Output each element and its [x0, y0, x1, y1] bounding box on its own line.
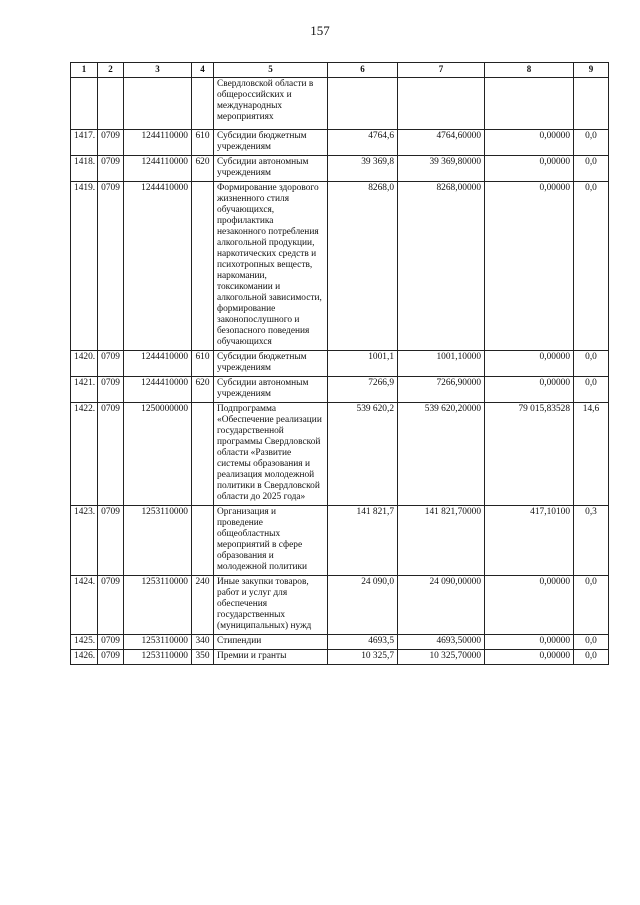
row-number: 1425.: [71, 635, 98, 650]
row-number: 1417.: [71, 130, 98, 156]
row-number: 1423.: [71, 506, 98, 576]
planned-amount: 4764,6: [328, 130, 398, 156]
page-number: 157: [310, 23, 330, 38]
executed-amount: 79 015,83528: [485, 403, 574, 506]
header-cell: 5: [214, 63, 328, 78]
refined-amount: 8268,00000: [398, 182, 485, 351]
row-number: 1424.: [71, 576, 98, 635]
section-code: 0709: [98, 506, 124, 576]
target-code: 1244410000: [124, 182, 192, 351]
header-cell: 4: [192, 63, 214, 78]
executed-amount: 0,00000: [485, 182, 574, 351]
planned-amount: 7266,9: [328, 377, 398, 403]
execution-percent: 0,0: [574, 182, 609, 351]
budget-table: [70, 62, 609, 665]
execution-percent: 0,3: [574, 506, 609, 576]
header-cell: 2: [98, 63, 124, 78]
item-name: Субсидии бюджетным учреждениям: [214, 130, 328, 156]
expense-type: 340: [192, 635, 214, 650]
planned-amount: 4693,5: [328, 635, 398, 650]
target-code: 1244110000: [124, 130, 192, 156]
header-cell: 8: [485, 63, 574, 78]
refined-amount: 7266,90000: [398, 377, 485, 403]
executed-amount: 417,10100: [485, 506, 574, 576]
item-name: Стипендии: [214, 635, 328, 650]
section-code: 0709: [98, 576, 124, 635]
executed-amount: 0,00000: [485, 576, 574, 635]
table-row: [71, 576, 609, 635]
planned-amount: 8268,0: [328, 182, 398, 351]
item-name: Субсидии автономным учреждениям: [214, 377, 328, 403]
table-row: [71, 78, 609, 130]
item-name: Субсидии автономным учреждениям: [214, 156, 328, 182]
item-name: Субсидии бюджетным учреждениям: [214, 351, 328, 377]
item-name: Подпрограмма «Обеспечение реализации государственной программы Свердловской области «Развитие системы образования и реализация молодежной политики в Свердловской области до 2025 года»: [214, 403, 328, 506]
section-code: 0709: [98, 650, 124, 665]
execution-percent: 0,0: [574, 650, 609, 665]
executed-amount: 0,00000: [485, 130, 574, 156]
expense-type: 240: [192, 576, 214, 635]
section-code: 0709: [98, 156, 124, 182]
table-row: [71, 650, 609, 665]
target-code: 1253110000: [124, 635, 192, 650]
target-code: [124, 78, 192, 130]
execution-percent: 14,6: [574, 403, 609, 506]
section-code: 0709: [98, 182, 124, 351]
table-row: [71, 130, 609, 156]
executed-amount: 0,00000: [485, 351, 574, 377]
header-cell: 3: [124, 63, 192, 78]
header-cell: 6: [328, 63, 398, 78]
execution-percent: [574, 78, 609, 130]
execution-percent: 0,0: [574, 156, 609, 182]
planned-amount: 1001,1: [328, 351, 398, 377]
expense-type: 610: [192, 130, 214, 156]
row-number: 1421.: [71, 377, 98, 403]
row-number: 1420.: [71, 351, 98, 377]
row-number: 1419.: [71, 182, 98, 351]
item-name: Формирование здорового жизненного стиля обучающихся, профилактика незаконного потребления алкогольной продукции, наркотических средств и психотропных веществ, наркомании, токсикомании и алкогольной зависимости, формирование законопослушного и безопасного поведения обучающихся: [214, 182, 328, 351]
table-row: [71, 403, 609, 506]
item-name: Организация и проведение общеобластных мероприятий в сфере образования и молодежной политики: [214, 506, 328, 576]
item-name: Иные закупки товаров, работ и услуг для обеспечения государственных (муниципальных) нужд: [214, 576, 328, 635]
table-row: [71, 377, 609, 403]
expense-type: 350: [192, 650, 214, 665]
row-number: 1422.: [71, 403, 98, 506]
section-code: 0709: [98, 377, 124, 403]
executed-amount: 0,00000: [485, 635, 574, 650]
item-name: Премии и гранты: [214, 650, 328, 665]
planned-amount: [328, 78, 398, 130]
refined-amount: 141 821,70000: [398, 506, 485, 576]
planned-amount: 39 369,8: [328, 156, 398, 182]
row-number: [71, 78, 98, 130]
expense-type: [192, 403, 214, 506]
planned-amount: 141 821,7: [328, 506, 398, 576]
header-cell: 1: [71, 63, 98, 78]
table-row: [71, 351, 609, 377]
section-code: 0709: [98, 130, 124, 156]
executed-amount: 0,00000: [485, 377, 574, 403]
header-cell: 7: [398, 63, 485, 78]
refined-amount: 4764,60000: [398, 130, 485, 156]
section-code: 0709: [98, 403, 124, 506]
refined-amount: 39 369,80000: [398, 156, 485, 182]
executed-amount: 0,00000: [485, 650, 574, 665]
section-code: 0709: [98, 351, 124, 377]
table-header-row: [71, 63, 609, 78]
header-cell: 9: [574, 63, 609, 78]
expense-type: [192, 78, 214, 130]
target-code: 1250000000: [124, 403, 192, 506]
refined-amount: 1001,10000: [398, 351, 485, 377]
section-code: 0709: [98, 635, 124, 650]
planned-amount: 539 620,2: [328, 403, 398, 506]
table-row: [71, 635, 609, 650]
item-name: Свердловской области в общероссийских и международных мероприятиях: [214, 78, 328, 130]
table-row: [71, 156, 609, 182]
expense-type: 620: [192, 156, 214, 182]
refined-amount: 4693,50000: [398, 635, 485, 650]
execution-percent: 0,0: [574, 635, 609, 650]
executed-amount: 0,00000: [485, 156, 574, 182]
target-code: 1244110000: [124, 156, 192, 182]
row-number: 1418.: [71, 156, 98, 182]
table-row: [71, 182, 609, 351]
execution-percent: 0,0: [574, 130, 609, 156]
executed-amount: [485, 78, 574, 130]
refined-amount: 10 325,70000: [398, 650, 485, 665]
expense-type: [192, 506, 214, 576]
row-number: 1426.: [71, 650, 98, 665]
target-code: 1253110000: [124, 576, 192, 635]
target-code: 1244410000: [124, 377, 192, 403]
refined-amount: 24 090,00000: [398, 576, 485, 635]
target-code: 1253110000: [124, 650, 192, 665]
target-code: 1244410000: [124, 351, 192, 377]
planned-amount: 10 325,7: [328, 650, 398, 665]
refined-amount: 539 620,20000: [398, 403, 485, 506]
expense-type: 620: [192, 377, 214, 403]
target-code: 1253110000: [124, 506, 192, 576]
execution-percent: 0,0: [574, 377, 609, 403]
expense-type: [192, 182, 214, 351]
expense-type: 610: [192, 351, 214, 377]
planned-amount: 24 090,0: [328, 576, 398, 635]
refined-amount: [398, 78, 485, 130]
execution-percent: 0,0: [574, 576, 609, 635]
section-code: [98, 78, 124, 130]
table-row: [71, 506, 609, 576]
execution-percent: 0,0: [574, 351, 609, 377]
